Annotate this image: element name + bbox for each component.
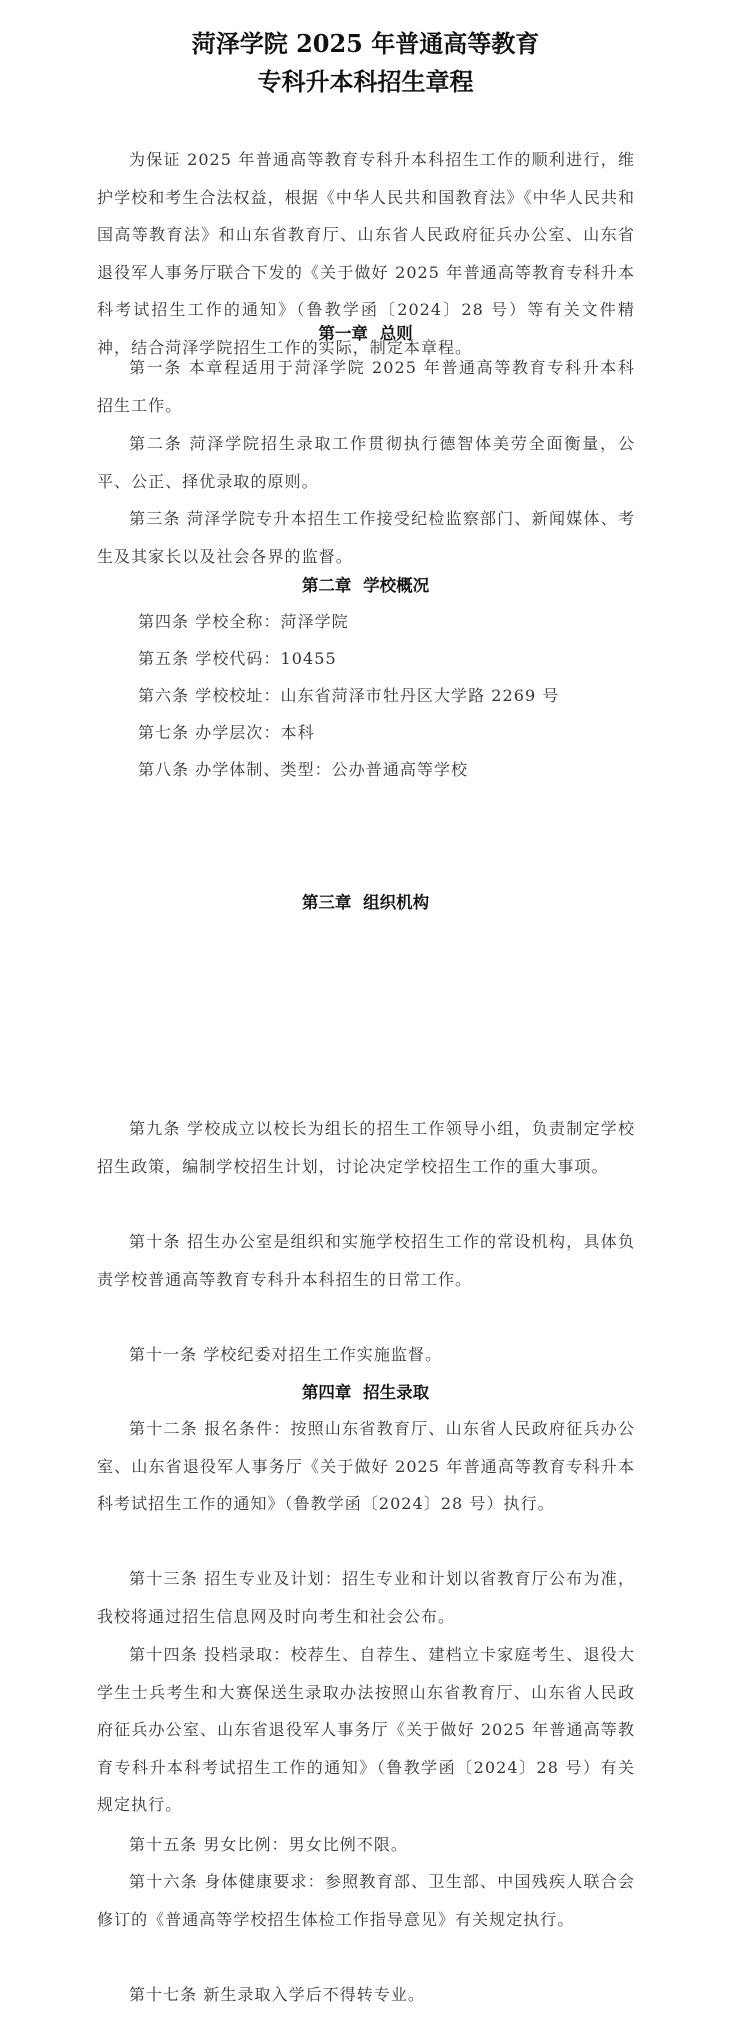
chapter-4-heading: 第四章 招生录取 (301, 1383, 430, 1402)
chapter-1-heading: 第一章 总则 (318, 324, 413, 343)
article-6: 第六条 学校校址：山东省菏泽市牡丹区大学路 2269 号 (138, 686, 560, 705)
article-8: 第八条 办学体制、类型：公办普通高等学校 (138, 760, 469, 779)
article-4: 第四条 学校全称：菏泽学院 (138, 612, 349, 631)
intro-paragraph: 为保证 2025 年普通高等教育专科升本科招生工作的顺利进行，维护学校和考生合法权益，根据《中华人民共和国教育法》《中华人民共和国高等教育法》和山东省教育厅、山东省人民政府征兵办公室、山东省退役军人事务厅联合下发的《关于做好 2025 年普通高等教育专科升本科考试招生工作的通知》（鲁教学函〔2024〕28 号）等有关文件精神，结合菏泽学院招生工作的实际，制定本章程。 (97, 150, 635, 357)
article-7: 第七条 办学层次：本科 (138, 723, 315, 742)
document-title-line1: 菏泽学院 2025 年普通高等教育 (191, 29, 540, 58)
article-1: 第一条 本章程适用于菏泽学院 2025 年普通高等教育专科升本科招生工作。 (97, 358, 635, 415)
article-14: 第十四条 投档录取：校荐生、自荐生、建档立卡家庭考生、退役大学生士兵考生和大赛保送生录取办法按照山东省教育厅、山东省人民政府征兵办公室、山东省退役军人事务厅《关于做好 2025 年普通高等教育专科升本科考试招生工作的通知》（鲁教学函〔2024〕28 号）有关规定执行。 (97, 1645, 635, 1814)
document-title-line2: 专科升本科招生章程 (257, 67, 474, 96)
article-2: 第二条 菏泽学院招生录取工作贯彻执行德智体美劳全面衡量，公平、公正、择优录取的原则。 (97, 434, 635, 491)
article-9: 第九条 学校成立以校长为组长的招生工作领导小组，负责制定学校招生政策，编制学校招生计划，讨论决定学校招生工作的重大事项。 (97, 1119, 635, 1176)
article-3: 第三条 菏泽学院专升本招生工作接受纪检监察部门、新闻媒体、考生及其家长以及社会各界的监督。 (97, 509, 635, 566)
article-10: 第十条 招生办公室是组织和实施学校招生工作的常设机构，具体负责学校普通高等教育专科升本科招生的日常工作。 (97, 1232, 635, 1289)
article-17: 第十七条 新生录取入学后不得转专业。 (129, 1985, 425, 2004)
article-11: 第十一条 学校纪委对招生工作实施监督。 (129, 1345, 443, 1364)
article-5: 第五条 学校代码：10455 (138, 649, 337, 668)
article-12: 第十二条 报名条件：按照山东省教育厅、山东省人民政府征兵办公室、山东省退役军人事务厅《关于做好 2025 年普通高等教育专科升本科考试招生工作的通知》（鲁教学函〔2024〕28 号）执行。 (97, 1419, 635, 1513)
article-13: 第十三条 招生专业及计划：招生专业和计划以省教育厅公布为准，我校将通过招生信息网及时向考生和社会公布。 (97, 1569, 635, 1626)
chapter-2-heading: 第二章 学校概况 (301, 576, 430, 595)
article-16: 第十六条 身体健康要求：参照教育部、卫生部、中国残疾人联合会修订的《普通高等学校招生体检工作指导意见》有关规定执行。 (97, 1872, 635, 1929)
article-15: 第十五条 男女比例：男女比例不限。 (129, 1835, 408, 1854)
chapter-3-heading: 第三章 组织机构 (301, 893, 430, 912)
